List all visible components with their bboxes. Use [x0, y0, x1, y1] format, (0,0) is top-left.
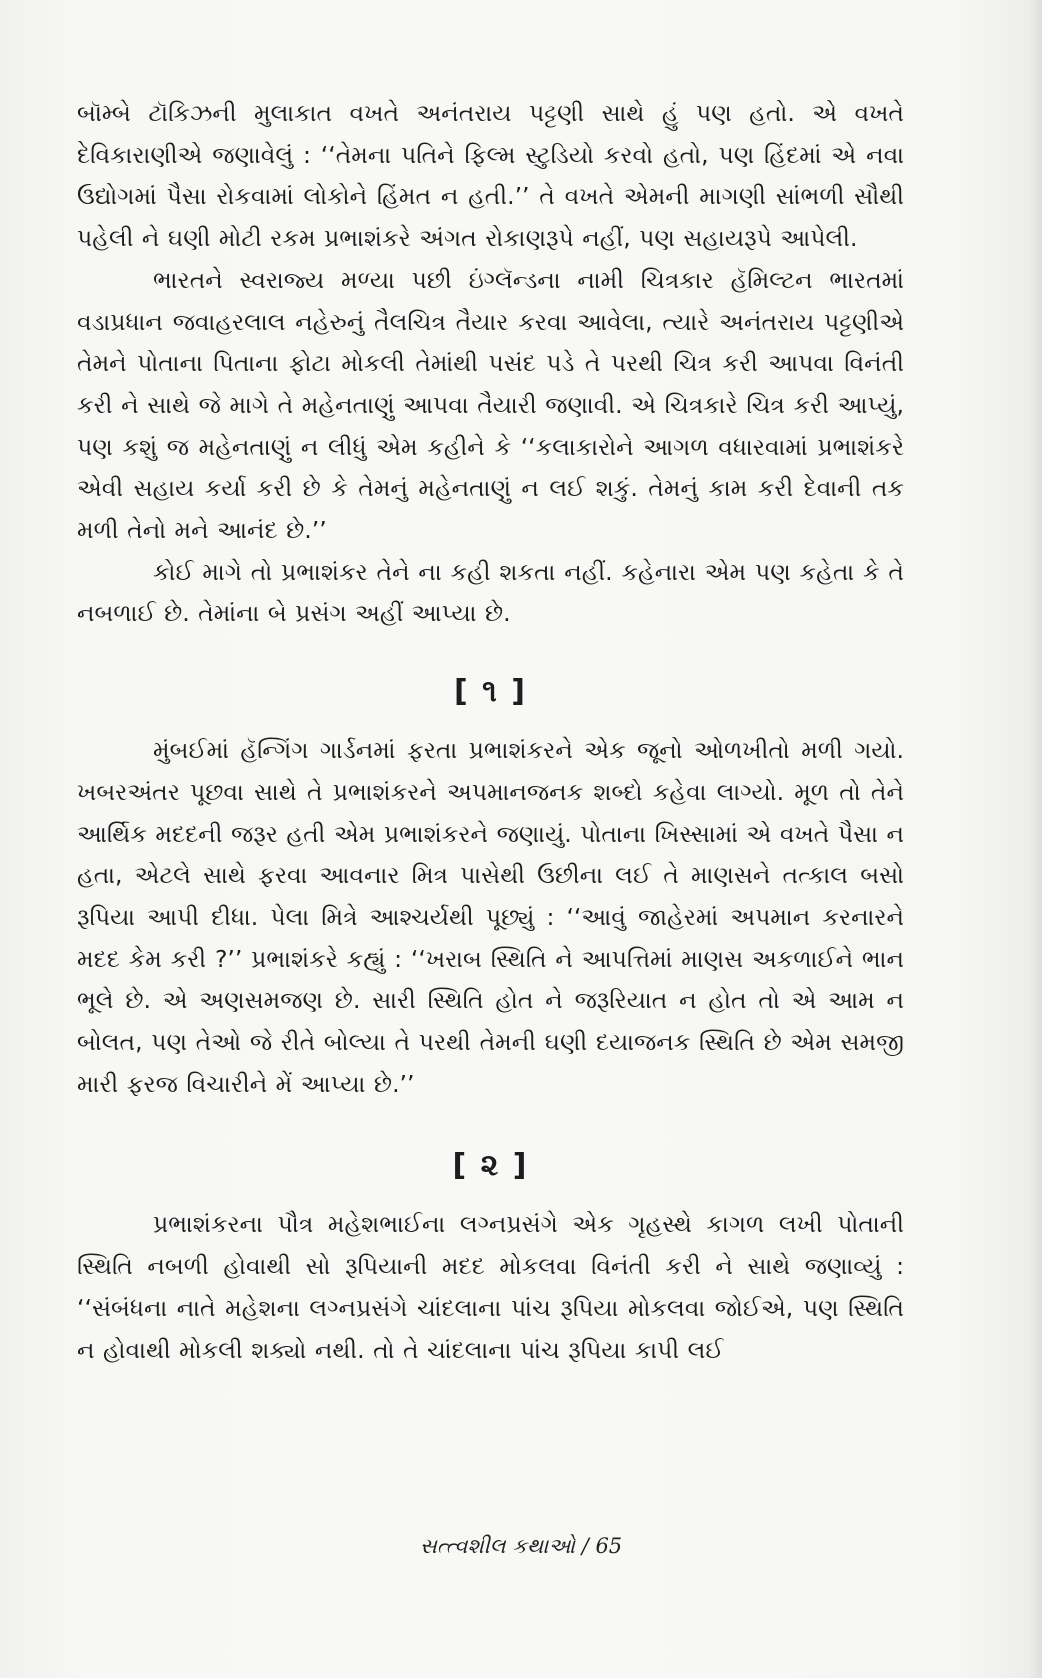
paragraph-cannot-refuse: કોઈ માગે તો પ્રભાશંકર તેને ના કહી શકતા નહીં. કહેનારા એમ પણ કહેતા કે તે નબળાઈ છે. તેમાંના બે પ્રસંગ અહીં આપ્યા છે. — [77, 557, 904, 628]
paragraph-section-2: પ્રભાશંકરના પૌત્ર મહેશભાઈના લગ્નપ્રસંગે એક ગૃહસ્થે કાગળ લખી પોતાની સ્થિતિ નબળી હોવાથી સો રૂપિયાની મદદ મોકલવા વિનંતી કરી ને સાથે જણાવ્યું : ‘‘સંબંધના નાતે મહેશના લગ્નપ્રસંગે ચાંદલાના પાંચ રૂપિયા મોકલવા જોઈએ, પણ સ્થિતિ ન હોવાથી મોકલી શક્યો નથી. તો તે ચાંદલાના પાંચ રૂપિયા કાપી લઈ — [77, 1210, 904, 1364]
paragraph-bombay-talkies: બૉમ્બે ટૉકિઝની મુલાકાત વખતે અનંતરાય પટ્ટણી સાથે હું પણ હતો. એ વખતે દેવિકારાણીએ જણાવેલું : ‘‘તેમના પતિને ફિલ્મ સ્ટુડિયો કરવો હતો, પણ હિંદમાં એ નવા ઉદ્યોગમાં પૈસા રોકવામાં લોકોને હિંમત ન હતી.’’ તે વખતે એમની માગણી સાંભળી સૌથી પહેલી ને ઘણી મોટી રકમ પ્રભાશંકરે અંગત રોકાણરૂપે નહીં, પણ સહાયરૂપે આપેલી. — [77, 99, 904, 253]
section-heading-1: [ ૧ ] — [453, 674, 527, 710]
page-edge-shadow — [1028, 0, 1042, 1678]
page-footer: સત્ત્વશીલ કથાઓ / 65 — [419, 1534, 623, 1558]
section-heading-2: [ ૨ ] — [452, 1148, 529, 1184]
page-body — [77, 93, 904, 1371]
paragraph-section-1: મુંબઈમાં હૅન્ગિંગ ગાર્ડનમાં ફરતા પ્રભાશંકરને એક જૂનો ઓળખીતો મળી ગયો. ખબરઅંતર પૂછવા સાથે તે પ્રભાશંકરને અપમાનજનક શબ્દો કહેવા લાગ્યો. મૂળ તો તેને આર્થિક મદદની જરૂર હતી એમ પ્રભાશંકરને જણાયું. પોતાના ખિસ્સામાં એ વખતે પૈસા ન હતા, એટલે સાથે ફરવા આવનાર મિત્ર પાસેથી ઉછીના લઈ તે માણસને તત્કાલ બસો રૂપિયા આપી દીધા. પેલા મિત્રે આશ્ચર્યથી પૂછ્યું : ‘‘આવું જાહેરમાં અપમાન કરનારને મદદ કેમ કરી ?’’ પ્રભાશંકરે કહ્યું : ‘‘ખરાબ સ્થિતિ ને આપત્તિમાં માણસ અકળાઈને ભાન ભૂલે છે. એ અણસમજણ છે. સારી સ્થિતિ હોત ને જરૂરિયાત ન હોત તો એ આમ ન બોલત, પણ તેઓ જે રીતે બોલ્યા તે પરથી તેમની ઘણી દયાજનક સ્થિતિ છે એમ સમજી મારી ફરજ વિચારીને મેં આપ્યા છે.’’ — [77, 736, 904, 1098]
paragraph-hamilton-portrait: ભારતને સ્વરાજ્ય મળ્યા પછી ઇંગ્લૅન્ડના નામી ચિત્રકાર હૅમિલ્ટન ભારતમાં વડાપ્રધાન જવાહરલાલ નહેરુનું તૈલચિત્ર તૈયાર કરવા આવેલા, ત્યારે અનંતરાય પટ્ટણીએ તેમને પોતાના પિતાના ફોટા મોકલી તેમાંથી પસંદ પડે તે પરથી ચિત્ર કરી આપવા વિનંતી કરી ને સાથે જે માગે તે મહેનતાણું આપવા તૈયારી જણાવી. એ ચિત્રકારે ચિત્ર કરી આપ્યું, પણ કશું જ મહેનતાણું ન લીધું એમ કહીને કે ‘‘કલાકારોને આગળ વધારવામાં પ્રભાશંકરે એવી સહાય કર્યા કરી છે કે તેમનું મહેનતાણું ન લઈ શકું. તેમનું કામ કરી દેવાની તક મળી તેનો મને આનંદ છે.’’ — [77, 265, 904, 545]
